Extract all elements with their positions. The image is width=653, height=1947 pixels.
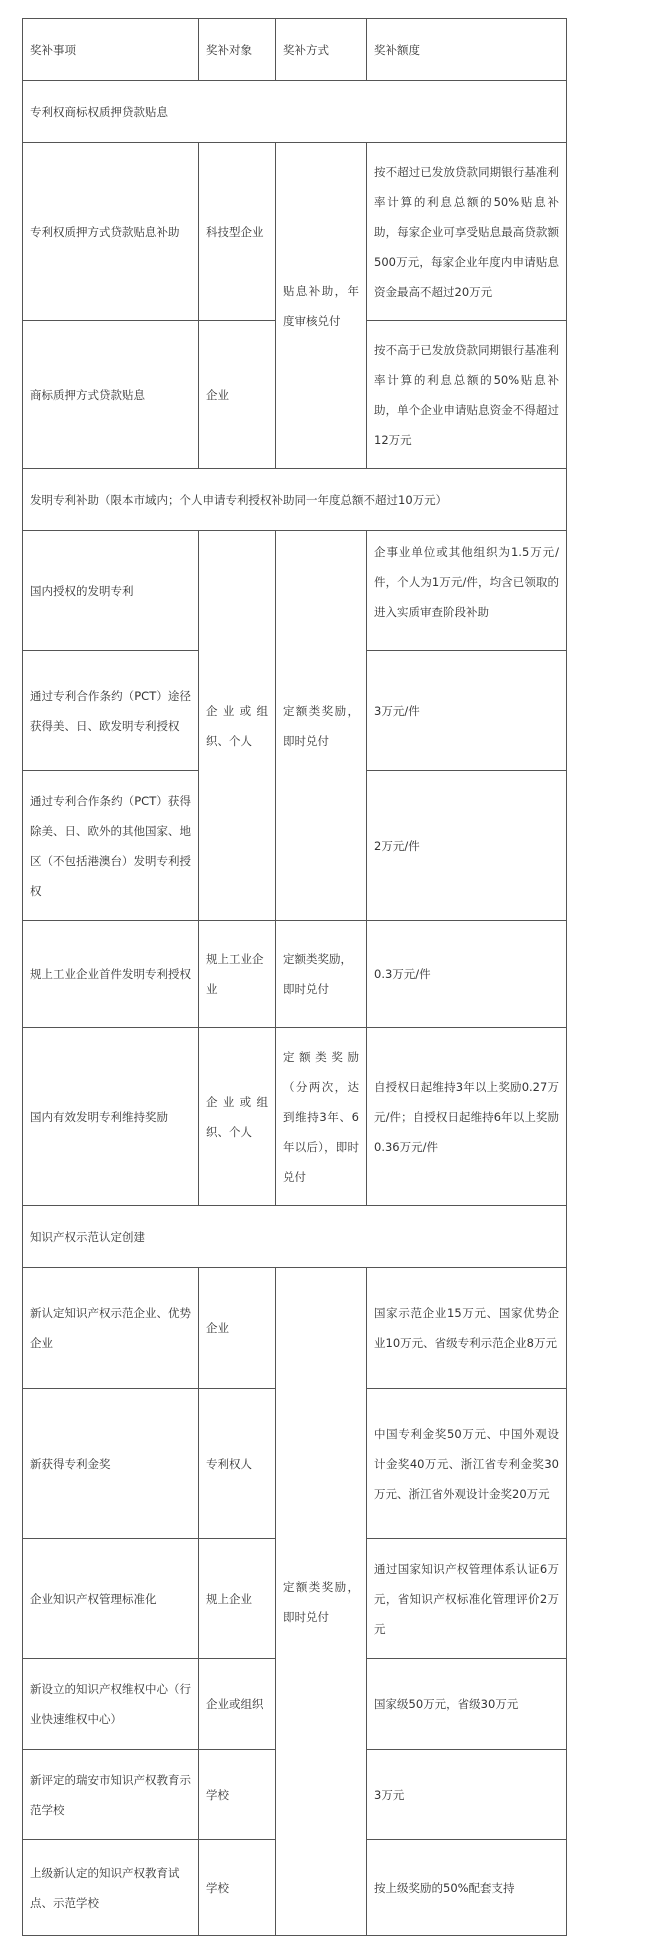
header-item: 奖补事项 [23,19,199,81]
header-method: 奖补方式 [276,19,367,81]
amount-cell: 通过国家知识产权管理体系认证6万元，省知识产权标准化管理评价2万元 [367,1539,567,1659]
target-cell: 规上工业企业 [199,921,276,1028]
section-title: 专利权商标权质押贷款贴息 [23,81,567,143]
amount-cell: 自授权日起维持3年以上奖励0.27万元/件；自授权日起维持6年以上奖励0.36万元/件 [367,1028,567,1206]
item-cell: 通过专利合作条约（PCT）获得除美、日、欧外的其他国家、地区（不包括港澳台）发明专利授权 [23,771,199,921]
method-cell: 定额类奖励（分两次，达到维持3年、6年以后），即时兑付 [276,1028,367,1206]
item-cell: 规上工业企业首件发明专利授权 [23,921,199,1028]
target-cell: 企业或组织 [199,1659,276,1750]
item-cell: 通过专利合作条约（PCT）途径获得美、日、欧发明专利授权 [23,651,199,771]
amount-cell: 3万元 [367,1750,567,1840]
target-cell: 专利权人 [199,1389,276,1539]
table-row [23,143,567,321]
amount-cell: 3万元/件 [367,651,567,771]
target-cell: 企业 [199,1268,276,1389]
section-row [23,1206,567,1268]
header-target: 奖补对象 [199,19,276,81]
amount-cell: 国家级50万元，省级30万元 [367,1659,567,1750]
item-cell: 国内有效发明专利维持奖励 [23,1028,199,1206]
item-cell: 国内授权的发明专利 [23,531,199,651]
section-row [23,469,567,531]
section-row [23,81,567,143]
item-cell: 新认定知识产权示范企业、优势企业 [23,1268,199,1389]
method-cell: 贴息补助，年度审核兑付 [276,143,367,469]
table-row [23,1028,567,1206]
header-amount: 奖补额度 [367,19,567,81]
target-cell: 企业或组织、个人 [199,1028,276,1206]
subsidy-table [22,18,567,1936]
target-cell: 学校 [199,1840,276,1936]
item-cell: 商标质押方式贷款贴息 [23,321,199,469]
table-header-row [23,19,567,81]
item-cell: 新获得专利金奖 [23,1389,199,1539]
method-cell: 定额类奖励，即时兑付 [276,531,367,921]
amount-cell: 中国专利金奖50万元、中国外观设计金奖40万元、浙江省专利金奖30万元、浙江省外观设计金奖20万元 [367,1389,567,1539]
target-cell: 科技型企业 [199,143,276,321]
target-cell: 学校 [199,1750,276,1840]
table-row [23,1268,567,1389]
method-cell: 定额类奖励，即时兑付 [276,1268,367,1936]
item-cell: 新设立的知识产权维权中心（行业快速维权中心） [23,1659,199,1750]
item-cell: 新评定的瑞安市知识产权教育示范学校 [23,1750,199,1840]
target-cell: 企业或组织、个人 [199,531,276,921]
target-cell: 企业 [199,321,276,469]
section-title: 知识产权示范认定创建 [23,1206,567,1268]
amount-cell: 按不高于已发放贷款同期银行基准利率计算的利息总额的50%贴息补助，单个企业申请贴息资金不得超过12万元 [367,321,567,469]
amount-cell: 按不超过已发放贷款同期银行基准利率计算的利息总额的50%贴息补助，每家企业可享受贴息最高贷款额500万元，每家企业年度内申请贴息资金最高不超过20万元 [367,143,567,321]
item-cell: 专利权质押方式贷款贴息补助 [23,143,199,321]
amount-cell: 国家示范企业15万元、国家优势企业10万元、省级专利示范企业8万元 [367,1268,567,1389]
table-row [23,531,567,651]
method-cell: 定额类奖励，即时兑付 [276,921,367,1028]
item-cell: 企业知识产权管理标准化 [23,1539,199,1659]
item-cell: 上级新认定的知识产权教育试点、示范学校 [23,1840,199,1936]
amount-cell: 按上级奖励的50%配套支持 [367,1840,567,1936]
section-title: 发明专利补助（限本市域内；个人申请专利授权补助同一年度总额不超过10万元） [23,469,567,531]
target-cell: 规上企业 [199,1539,276,1659]
amount-cell: 2万元/件 [367,771,567,921]
amount-cell: 0.3万元/件 [367,921,567,1028]
amount-cell: 企事业单位或其他组织为1.5万元/件，个人为1万元/件，均含已领取的进入实质审查阶段补助 [367,531,567,651]
table-row [23,921,567,1028]
